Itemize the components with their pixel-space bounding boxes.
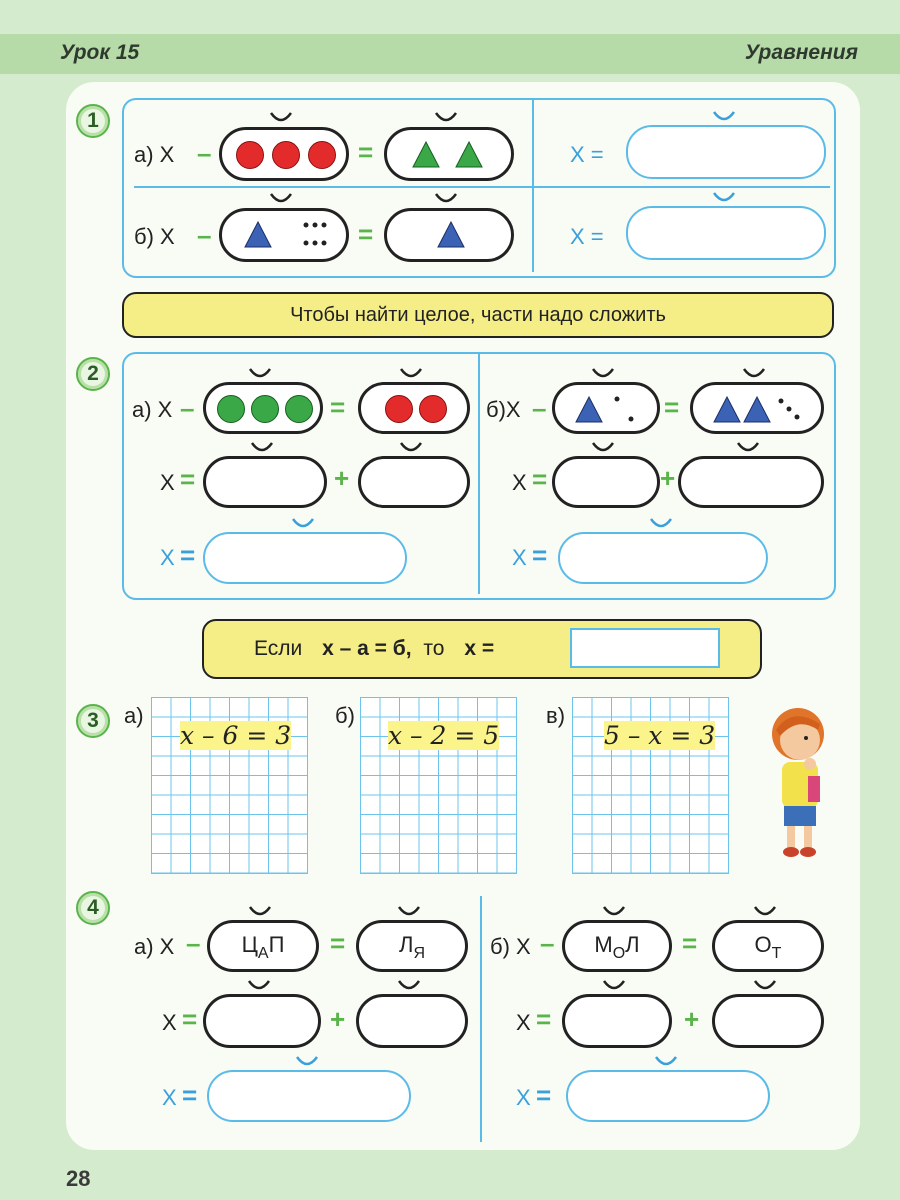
lesson-title: Урок 15 (60, 41, 140, 64)
green-circle (251, 395, 279, 423)
topic-title: Уравнения (744, 41, 858, 64)
x-label: Х (162, 1085, 177, 1110)
equation-text: х – 6 = 3 (180, 721, 292, 750)
answer-field[interactable] (207, 1070, 411, 1122)
plus-sign: + (334, 463, 350, 493)
set-pill (219, 127, 349, 181)
letter: Я (413, 945, 425, 962)
minus-sign: – (186, 928, 201, 958)
letter: Т (771, 945, 782, 962)
letter: Л (399, 932, 414, 957)
minus-sign: – (197, 220, 212, 250)
equals-sign: = (330, 928, 346, 958)
x-label: Х (160, 470, 175, 495)
answer-field[interactable] (552, 456, 660, 508)
task2a-label: а) Х (132, 397, 173, 422)
blue-triangle-dots-icon (240, 219, 336, 251)
answer-field[interactable] (570, 628, 720, 668)
blue-triangles-dots-icon (711, 391, 811, 425)
red-circle (236, 141, 264, 169)
minus-sign: – (532, 393, 547, 423)
answer-field[interactable] (203, 532, 407, 584)
equals-sign: = (330, 392, 346, 422)
task-number-badge: 4 (76, 891, 110, 925)
x-label: Х (512, 545, 527, 570)
green-circle (285, 395, 313, 423)
answer-label: Х = (570, 224, 604, 249)
equals-sign: = (358, 137, 374, 167)
answer-field[interactable] (626, 206, 826, 260)
plus-sign: + (330, 1004, 346, 1034)
word-pill (712, 920, 824, 972)
x-label: Х (516, 1010, 531, 1035)
blue-triangle-icon (435, 219, 467, 251)
task1a-label: а) Х (134, 142, 175, 167)
x-label: Х (160, 545, 175, 570)
answer-label: Х = (570, 142, 604, 167)
answer-field[interactable] (203, 994, 321, 1048)
word-pill (562, 920, 672, 972)
set-pill (384, 127, 514, 181)
x-label: Х (512, 470, 527, 495)
answer-field[interactable] (356, 994, 468, 1048)
red-circle (272, 141, 300, 169)
boy-illustration (762, 700, 832, 868)
equals-sign: = (532, 464, 548, 494)
x-label: Х (162, 1010, 177, 1035)
green-triangles-icon (411, 140, 491, 170)
answer-field[interactable] (712, 994, 824, 1048)
task-number-badge: 1 (76, 104, 110, 138)
red-circle (419, 395, 447, 423)
task4b-label: б) Х (490, 934, 531, 959)
answer-field[interactable] (566, 1070, 770, 1122)
task3b-label: б) (335, 703, 355, 728)
letter: П (268, 932, 285, 957)
blue-triangle-dots-icon (573, 391, 643, 425)
rule-x: х = (464, 637, 495, 660)
equals-sign: = (182, 1080, 198, 1110)
task2b-label: б)Х (486, 397, 521, 422)
answer-field[interactable] (562, 994, 672, 1048)
equation-text: х – 2 = 5 (388, 721, 500, 750)
minus-sign: – (540, 928, 555, 958)
word-pill (356, 920, 468, 972)
answer-field[interactable] (678, 456, 824, 508)
red-circle (308, 141, 336, 169)
rule-expression: х – а = б, (322, 637, 412, 660)
letter: Ц (241, 932, 258, 957)
red-circle (385, 395, 413, 423)
letter: А (257, 945, 269, 962)
answer-field[interactable] (558, 532, 768, 584)
task3a-label: а) (124, 703, 144, 728)
answer-field[interactable] (203, 456, 327, 508)
equation-text: 5 – х = 3 (604, 721, 716, 750)
minus-sign: – (180, 393, 195, 423)
equals-sign: = (180, 464, 196, 494)
task3c-label: в) (546, 703, 566, 728)
equals-sign: = (664, 392, 680, 422)
set-pill (219, 208, 349, 262)
set-pill (552, 382, 660, 434)
rule-then: то (423, 637, 445, 660)
plus-sign: + (684, 1004, 700, 1034)
set-pill (384, 208, 514, 262)
equals-sign: = (358, 219, 374, 249)
rule-box: Чтобы найти целое, части надо сложить (122, 292, 834, 338)
answer-field[interactable] (626, 125, 826, 179)
equals-sign: = (180, 540, 196, 570)
divider (134, 186, 830, 188)
letter: М (594, 932, 613, 957)
letter: Л (625, 932, 640, 957)
green-circle (217, 395, 245, 423)
equals-sign: = (532, 540, 548, 570)
rule-box (202, 619, 762, 679)
x-label: Х (516, 1085, 531, 1110)
equals-sign: = (682, 928, 698, 958)
divider (480, 896, 482, 1142)
word-pill (207, 920, 319, 972)
equals-sign: = (182, 1004, 198, 1034)
equals-sign: = (536, 1080, 552, 1110)
plus-sign: + (660, 463, 676, 493)
task4a-label: а) Х (134, 934, 175, 959)
answer-field[interactable] (358, 456, 470, 508)
set-pill (203, 382, 323, 434)
task1b-label: б) Х (134, 224, 175, 249)
task-number-badge: 2 (76, 357, 110, 391)
set-pill (690, 382, 824, 434)
set-pill (358, 382, 470, 434)
page-number: 28 (66, 1166, 91, 1191)
letter: О (754, 932, 772, 957)
letter: О (612, 945, 626, 962)
equals-sign: = (536, 1004, 552, 1034)
divider (478, 354, 480, 594)
minus-sign: – (197, 138, 212, 168)
task-number-badge: 3 (76, 704, 110, 738)
rule-prefix: Если (254, 637, 303, 660)
